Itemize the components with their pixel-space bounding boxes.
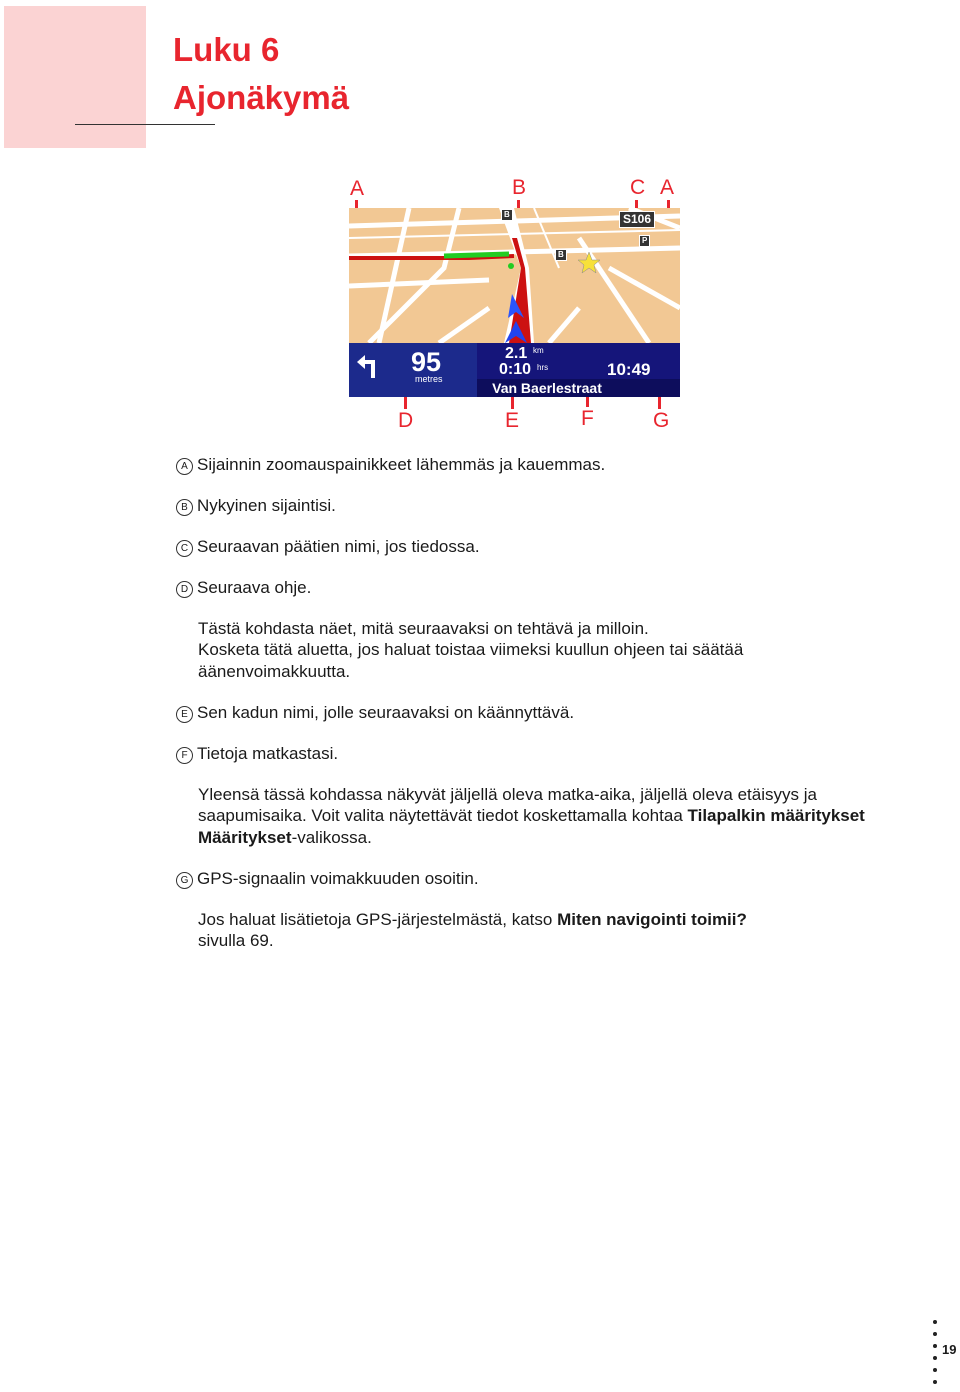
item-a [176,454,876,476]
status-bar [349,343,680,397]
next-street-name: Van Baerlestraat [492,380,602,396]
next-instruction-panel[interactable] [349,343,477,397]
item-d-para1: Tästä kohdasta näet, mitä seuraavaksi on tehtävä ja milloin. [198,618,649,638]
arrival-time: 10:49 [607,360,651,379]
item-g-text: GPS-signaalin voimakkuuden osoitin. [197,869,479,888]
turn-distance: 95 [411,347,442,377]
navigation-screen [349,208,680,397]
item-b [176,495,876,517]
callout-f: F [581,407,594,430]
map-sign-2: B [555,249,567,261]
chapter-name: Ajonäkymä [173,79,350,116]
callout-a-top-left: A [350,177,365,200]
item-e [176,702,876,724]
remaining-distance: 2.1 [505,345,528,362]
trip-info-panel[interactable] [477,343,680,379]
item-f-para1 [176,784,876,849]
preferences-term: Määritykset [198,827,292,847]
item-b-text: Nykyinen sijaintisi. [197,496,336,515]
callout-e: E [505,409,520,432]
next-street-bar [477,379,680,397]
status-bar-settings-term: Tilapalkin määritykset [687,806,865,825]
callout-b: B [512,176,527,199]
item-g-para1-text: Jos haluat lisätietoja GPS-järjestelmästä, katso [198,909,553,929]
item-g [176,868,876,952]
item-f-text: Tietoja matkastasi. [197,744,339,763]
map-view [349,208,680,343]
marker-c: C [176,540,193,557]
page-dots [933,1320,937,1392]
parking-sign: P [639,235,650,247]
item-g-tail: sivulla 69. [198,931,274,950]
turn-distance-unit: metres [415,374,443,384]
page-number: 19 [942,1342,957,1357]
item-d-text: Seuraava ohje. [197,578,312,597]
marker-e: E [176,706,193,723]
callout-g: G [653,409,670,432]
marker-b: B [176,499,193,516]
marker-d: D [176,581,193,598]
driving-view-figure [340,172,690,434]
item-d [176,577,876,682]
marker-f: F [176,747,193,764]
item-f [176,743,876,848]
turn-left-icon [355,352,383,380]
item-c-text: Seuraavan päätien nimi, jos tiedossa. [197,537,480,556]
remaining-distance-unit: km [533,346,544,355]
callout-d: D [398,409,414,432]
map-sign-1: B [501,209,513,221]
callout-c: C [630,176,646,199]
item-f-tail: -valikossa. [291,827,372,847]
item-g-para1 [176,909,876,952]
chapter-tab [4,6,146,148]
marker-g: G [176,872,193,889]
title-rule [75,124,215,125]
remaining-time-unit: hrs [537,363,549,372]
chapter-number: Luku 6 [173,31,280,68]
callout-a-top-right: A [660,176,675,199]
how-navigation-works-link: Miten navigointi toimii? [557,909,747,929]
road-number-sign: S106 [619,211,655,228]
remaining-time: 0:10 [499,361,532,378]
item-d-para2: Kosketa tätä aluetta, jos haluat toistaa viimeksi kuullun ohjeen tai säätää äänenvoimakkuutta. [198,640,744,681]
chapter-title [173,26,349,122]
item-f-para1-text: Yleensä tässä kohdassa näkyvät jäljellä oleva matka-aika, jäljellä oleva etäisyys ja saapumisaika. Voit valita näytettävät tiedot koskettamalla kohtaa [198,784,817,825]
item-c [176,536,876,558]
item-a-text: Sijainnin zoomauspainikkeet lähemmäs ja kauemmas. [197,455,606,474]
marker-a: A [176,458,193,475]
item-e-text: Sen kadun nimi, jolle seuraavaksi on käännyttävä. [197,703,575,722]
